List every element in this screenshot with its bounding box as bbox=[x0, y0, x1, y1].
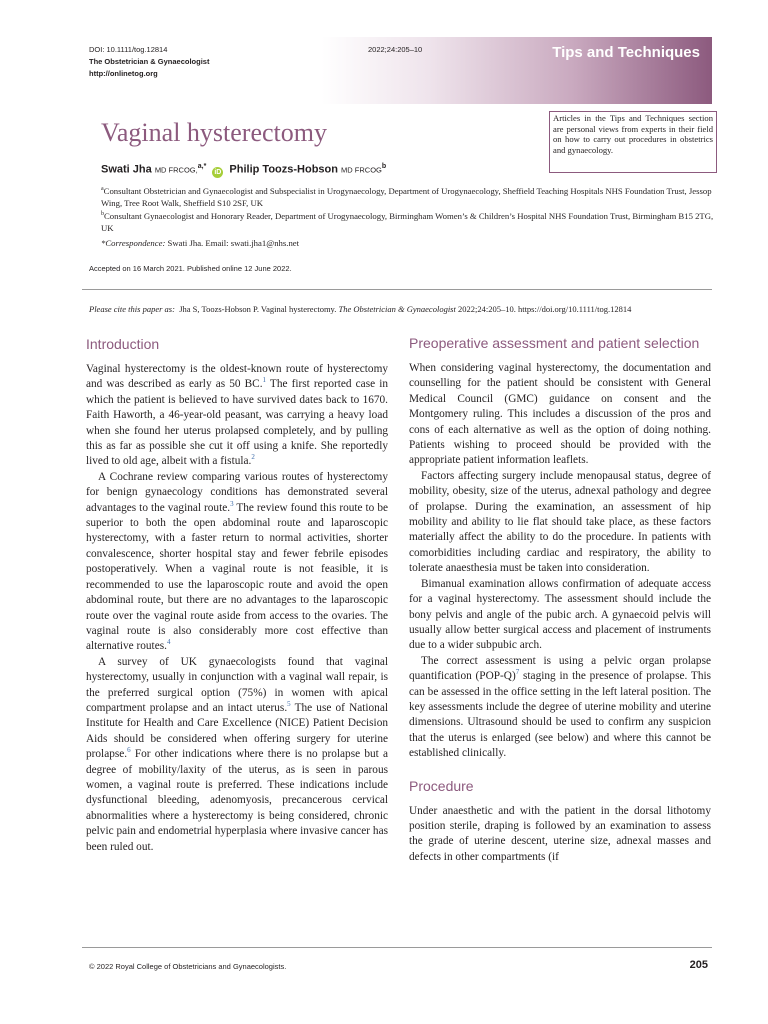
paragraph: A survey of UK gynaecologists found that vaginal hysterectomy, usually in conjunction with a vaginal wall repair, is the preferred surgical option (75%) in women with apical compartment prolapse and an intact uterus.$^5$ The use of National Institute for Health and Care Excellence (NICE) Patient Decision Aids should be considered when offering surgery for uterine prolapse.$^6$ For other indications where there is no prolapse but a degree of mobility/laxity of the uterus, as is seen in parous women, a vaginal route is preferred. These indications include dysfunctional bleeding, adenomyosis, precancerous cervical abnormalities where a hysterectomy is being considered, chronic pelvic pain and endometrial hyperplasia where invasive cancer has been ruled out. bbox=[86, 655, 388, 853]
page-number: 205 bbox=[689, 959, 708, 971]
left-column bbox=[86, 336, 388, 855]
affiliation-b-mark: b bbox=[101, 211, 104, 217]
divider-bottom bbox=[82, 947, 712, 948]
citation-ref[interactable]: 3 bbox=[230, 499, 234, 508]
note-box: Articles in the Tips and Techniques section are personal views from experts in their field on how to carry out procedures in obstetrics and gynaecology. bbox=[549, 111, 717, 173]
citation-line bbox=[89, 304, 631, 314]
journal-url[interactable]: http://onlinetog.org bbox=[89, 69, 158, 78]
cite-rest[interactable]: 2022;24:205–10. https://doi.org/10.1111/tog.12814 bbox=[457, 304, 632, 314]
orcid-icon[interactable]: iD bbox=[214, 168, 222, 176]
citation-ref[interactable]: 2 bbox=[251, 453, 255, 462]
volume-info: 2022;24:205–10 bbox=[368, 45, 423, 54]
citation-ref[interactable]: 5 bbox=[287, 700, 291, 709]
author-1-name: Swati Jha bbox=[101, 163, 152, 176]
correspondence-label: *Correspondence: bbox=[101, 238, 166, 248]
paragraph: Vaginal hysterectomy is the oldest-known route of hysterectomy and was described as early as 50 BC.$^1$ The first reported case in which the patient is believed to have survived dates back to 1670. Faith Haworth, a 46-year-old peasant, was carrying a heavy load when she found her uterus prolapsed completely, and by pulling this as far as possible she cut it off using a knife. She reportedly lived to old age, albeit with a fistula.$^2$ bbox=[86, 363, 388, 468]
cite-authors: Jha S, Toozs-Hobson P. Vaginal hysterectomy. bbox=[179, 304, 337, 314]
paragraph: Factors affecting surgery include menopausal status, degree of mobility, obesity, size of the uterus, adnexal pathology and degree of prolapse. During the examination, an assessment of hip mobility and ability to lie flat should take place, as these factors materially affect the ability to do the procedure. In patients with comorbidities including cardiac and respiratory, the ability to tolerate anaesthesia must be taken into consideration. bbox=[409, 469, 711, 575]
author-line bbox=[101, 163, 386, 178]
author-2-degrees: MD FRCOG bbox=[341, 165, 382, 175]
section-heading-procedure: Procedure bbox=[409, 777, 474, 794]
cite-label: Please cite this paper as: bbox=[89, 304, 175, 314]
affiliation-a-text: Consultant Obstetrician and Gynaecologist and Subspecialist in Urogynaecology, Department of Urogynaecology, Sheffield Teaching Hospitals NHS Foundation Trust, Jessop Wing, Tree Root Walk, Sheffield S10 2SF, UK bbox=[101, 185, 712, 209]
affiliation-a-mark: a bbox=[101, 186, 104, 192]
footer-copyright: © 2022 Royal College of Obstetricians and Gynaecologists. bbox=[89, 962, 287, 971]
affiliation-a bbox=[101, 183, 721, 210]
header-left bbox=[89, 44, 209, 80]
correspondence-text[interactable]: Swati Jha. Email: swati.jha1@nhs.net bbox=[167, 238, 300, 248]
correspondence bbox=[101, 237, 721, 250]
citation-ref[interactable]: 7 bbox=[515, 668, 520, 677]
author-2-name: Philip Toozs-Hobson bbox=[229, 163, 338, 176]
accepted-date: Accepted on 16 March 2021. Published online 12 June 2022. bbox=[89, 264, 292, 273]
doi[interactable]: DOI: 10.1111/tog.12814 bbox=[89, 45, 168, 54]
paragraph: The correct assessment is using a pelvic organ prolapse quantification $(POP-Q)^7$ staging in the presence of prolapse. This can be assessed in the office setting in the left lateral position. The key assessments include the degree of uterine mobility and uterine dimensions. Ultrasound should be used to confirm any suspicion that the uterus is enlarged (see below) and where this cannot be established clinically. bbox=[409, 654, 711, 760]
paragraph: Bimanual examination allows confirmation of adequate access for a vaginal hysterectomy. The assessment should include the bony pelvis and angle of the pubic arch. A gynaecoid pelvis will usually allow better surgical access and placement of instruments due to a wider subpubic arch. bbox=[409, 577, 711, 652]
article-title: Vaginal hysterectomy bbox=[101, 118, 327, 147]
affiliation-b-text: Consultant Gynaecologist and Honorary Reader, Department of Urogynaecology, Birmingham Women’s & Children’s Hospital NHS Foundation Trust, Birmingham B15 2TG, UK bbox=[101, 210, 714, 234]
citation-ref[interactable]: 4 bbox=[166, 638, 171, 647]
section-heading-introduction: Introduction bbox=[86, 336, 160, 352]
right-column bbox=[409, 335, 711, 865]
section-heading-preoperative: Preoperative assessment and patient selection bbox=[409, 335, 700, 351]
section-title: Tips and Techniques bbox=[552, 44, 700, 61]
citation-ref[interactable]: 1 bbox=[262, 376, 267, 385]
paragraph: Under anaesthetic and with the patient in the dorsal lithotomy position sterile, draping is followed by an examination to assess the grade of uterine descent, uterine size, adnexal masses and defects in other compartments (if bbox=[409, 804, 711, 863]
affiliation-b bbox=[101, 208, 721, 235]
cite-journal: The Obstetrician & Gynaecologist bbox=[338, 304, 456, 314]
divider-top bbox=[82, 289, 712, 290]
paragraph: When considering vaginal hysterectomy, the documentation and counselling for the patient should be consistent with General Medical Council (GMC) guidance on consent and the Montgomery ruling. This includes a discussion of the pros and cons of each alternative as well as the option of doing nothing. Patients wishing to proceed should be provided with the appropriate patient information leaflets. bbox=[409, 362, 711, 467]
citation-ref[interactable]: 6 bbox=[127, 746, 131, 755]
journal-name: The Obstetrician & Gynaecologist bbox=[89, 57, 210, 66]
author-1-affil-mark: a,* bbox=[197, 163, 207, 170]
author-2-affil-mark: b bbox=[381, 163, 387, 170]
paragraph: A Cochrane review comparing various routes of hysterectomy for benign gynaecology conditions has demonstrated several advantages to the vaginal route.$^3$ The review found this route to be superior to both the open abdominal route and laparoscopic hysterectomy, with a faster return to normal activities, shorter convalescence, shorter hospital stay and fewer febrile episodes postoperatively. When a vaginal route is not feasible, it is recommended to use the laparoscopic route and avoid the open abdominal route, but there are no advantages to the laparoscopic route over the vaginal route aside from access to the ovaries. The vaginal route is also considerably more cost effective than alternative routes.$^4$ bbox=[86, 470, 388, 653]
author-1-degrees: MD FRCOG, bbox=[154, 165, 198, 175]
